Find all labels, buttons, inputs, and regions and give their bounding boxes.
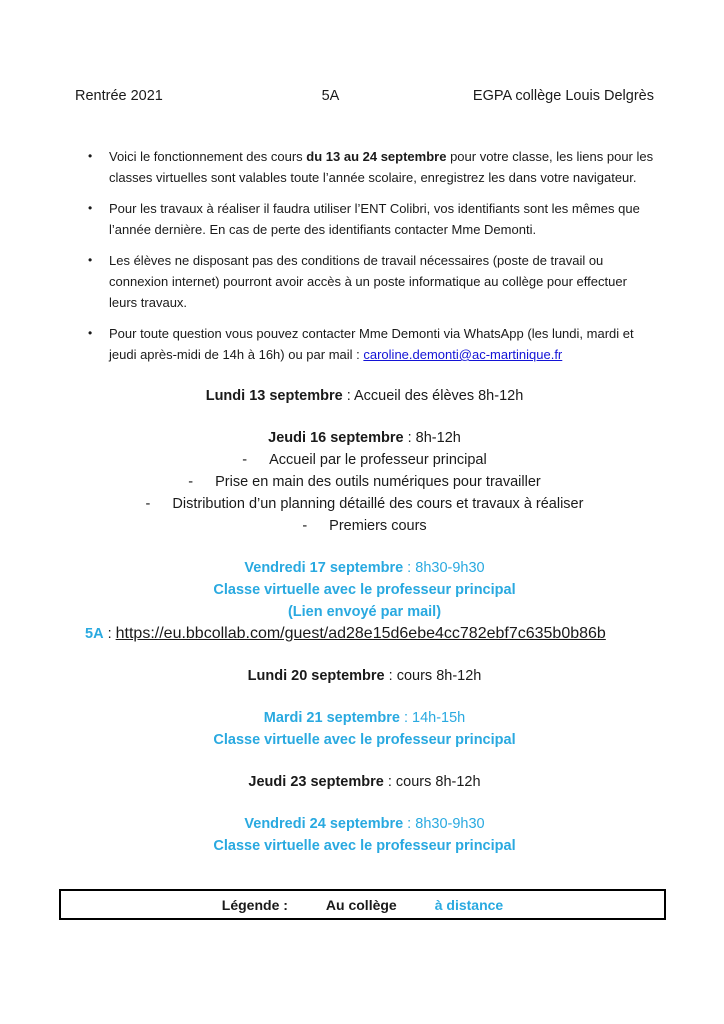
document-header	[75, 86, 654, 106]
schedule-section	[75, 385, 654, 857]
entry-date: Vendredi 24 septembre	[244, 816, 404, 832]
schedule-entry-fri17	[75, 557, 654, 645]
entry-date: Jeudi 16 septembre	[268, 430, 404, 446]
entry-virtual-class-line: Classe virtuelle avec le professeur principal	[213, 838, 516, 854]
entry-mail-note-line: (Lien envoyé par mail)	[287, 604, 442, 620]
legend-label: Légende :	[221, 896, 288, 913]
bullet-text-bold-dates: du 13 au 24 septembre	[306, 149, 447, 164]
virtual-classroom-link[interactable]: https://eu.bbcollab.com/guest/ad28e15d6ebe4cc782ebf7c635b0b86b	[115, 625, 606, 642]
entry-sub-item	[75, 493, 654, 515]
class-name-label: 5A	[321, 88, 340, 104]
dash-icon: -	[188, 474, 194, 490]
class-tag-label: 5A	[85, 626, 104, 642]
bullet-icon: •	[88, 326, 93, 340]
schedule-entry-mon20	[75, 665, 654, 687]
sub-item-text: Premiers cours	[329, 518, 427, 534]
legend-remote-label: à distance	[434, 896, 504, 913]
email-link[interactable]: caroline.demonti@ac-martinique.fr	[363, 347, 563, 362]
entry-detail: 8h-12h	[415, 430, 461, 446]
entry-detail: Accueil des élèves 8h-12h	[354, 388, 524, 404]
bullet-icon: •	[88, 149, 93, 163]
class-link-line	[85, 623, 654, 645]
bullet-text-computer-access: Les élèves ne disposant pas des conditions de travail nécessaires (poste de travail ou connexion internet) pourront avoir accès à un poste informatique au collège pour effectuer leurs travaux.	[109, 253, 627, 310]
entry-headline	[75, 557, 654, 579]
entry-separator: :	[403, 816, 416, 832]
schedule-entry-thu16	[75, 427, 654, 537]
bullet-text-ent-colibri: Pour les travaux à réaliser il faudra utiliser l’ENT Colibri, vos identifiants sont les mêmes que l’année dernière. En cas de perte des identifiants contacter Mme Demonti.	[109, 201, 640, 237]
entry-separator: :	[384, 668, 397, 684]
entry-date: Mardi 21 septembre	[263, 710, 400, 726]
entry-headline	[75, 707, 654, 729]
bullet-text-pre: Voici le fonctionnement des cours	[109, 149, 307, 164]
entry-date: Lundi 13 septembre	[205, 388, 343, 404]
entry-separator: :	[342, 388, 354, 404]
entry-separator: :	[403, 560, 416, 576]
legend-box	[59, 889, 666, 920]
entry-detail: cours 8h-12h	[396, 668, 482, 684]
entry-sub-item	[75, 515, 654, 537]
bullet-text-post: pour votre classe, les liens pour les classes virtuelles sont valables toute l’année scolaire, enregistrez les dans votre navigateur.	[109, 149, 654, 185]
entry-date: Jeudi 23 septembre	[248, 774, 384, 790]
dash-icon: -	[302, 518, 308, 534]
school-name-label: EGPA collège Louis Delgrès	[472, 88, 654, 104]
sub-item-text: Accueil par le professeur principal	[269, 452, 487, 468]
bullet-item-ent-colibri	[75, 198, 654, 240]
bullet-icon: •	[88, 253, 93, 267]
entry-separator: :	[399, 710, 413, 726]
bullet-text-contact	[109, 323, 654, 365]
entry-sub-item	[75, 471, 654, 493]
bullet-item-course-info	[75, 146, 654, 188]
entry-detail: 8h30-9h30	[415, 560, 485, 576]
entry-headline	[75, 813, 654, 835]
dash-icon: -	[145, 496, 151, 512]
bullet-item-computer-access	[75, 250, 654, 313]
entry-date: Lundi 20 septembre	[247, 668, 385, 684]
entry-detail: cours 8h-12h	[395, 774, 481, 790]
entry-detail: 8h30-9h30	[415, 816, 485, 832]
entry-virtual-class-line: Classe virtuelle avec le professeur principal	[213, 582, 516, 598]
sub-item-text: Distribution d’un planning détaillé des cours et travaux à réaliser	[172, 496, 584, 512]
info-bullet-list	[75, 146, 654, 365]
entry-detail: 14h-15h	[412, 710, 466, 726]
bullet-icon: •	[88, 201, 93, 215]
bullet-text-pre: Pour toute question vous pouvez contacter Mme Demonti via WhatsApp (les lundi, mardi et jeudi après-midi de 14h à 16h) ou par mail :	[109, 326, 634, 362]
entry-headline	[75, 427, 654, 449]
bullet-item-contact	[75, 323, 654, 365]
entry-separator: :	[383, 774, 396, 790]
schedule-entry-fri24	[75, 813, 654, 857]
entry-date: Vendredi 17 septembre	[244, 560, 404, 576]
schedule-entry-thu23	[75, 771, 654, 793]
entry-virtual-class-line: Classe virtuelle avec le professeur principal	[213, 732, 516, 748]
entry-separator: :	[103, 626, 116, 642]
schedule-entry-mon13	[75, 385, 654, 407]
entry-separator: :	[403, 430, 416, 446]
school-year-label: Rentrée 2021	[75, 88, 163, 104]
entry-sub-item	[75, 449, 654, 471]
legend-onsite-label: Au collège	[325, 896, 397, 913]
bullet-text-course-info	[109, 146, 654, 188]
sub-item-text: Prise en main des outils numériques pour travailler	[215, 474, 541, 490]
dash-icon: -	[242, 452, 248, 468]
schedule-entry-tue21	[75, 707, 654, 751]
